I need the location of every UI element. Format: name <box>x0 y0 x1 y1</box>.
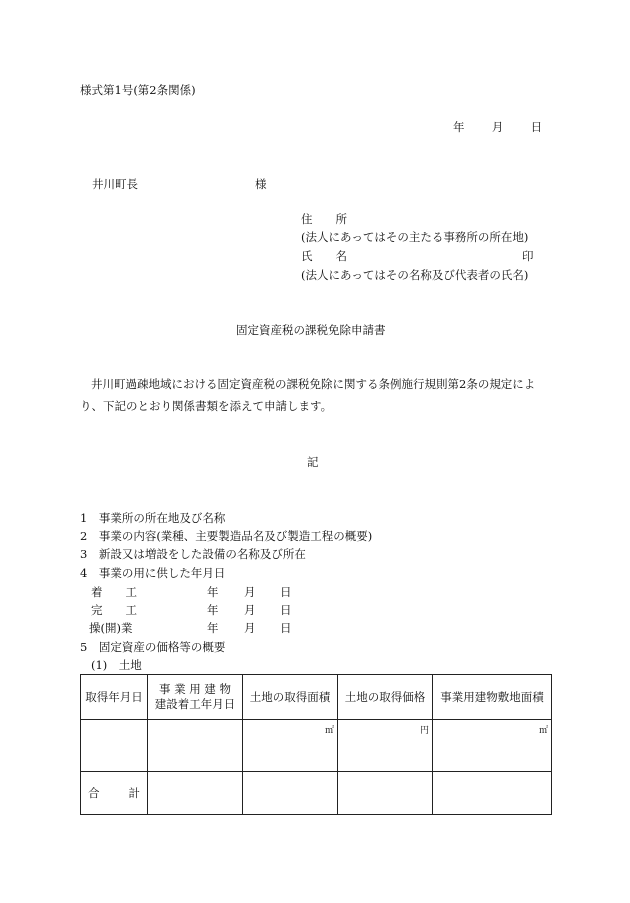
schedule-day: 日 <box>280 621 292 635</box>
subitem-land: (1) 土地 <box>91 658 142 672</box>
land-table <box>80 674 552 815</box>
table-cell[interactable] <box>148 772 243 815</box>
schedule-year: 年 <box>207 603 219 617</box>
table-header: 事業用建物敷地面積 <box>433 675 552 720</box>
address-label: 住 所 <box>301 212 347 226</box>
addressee-name: 井川町長 <box>92 177 138 191</box>
name-label: 氏 名 <box>301 249 347 263</box>
ki-heading: 記 <box>307 455 319 469</box>
body-paragraph: 井川町過疎地域における固定資産税の課税免除に関する条例施行規則第2条の規定により、下記のとおり関係書類を添えて申請します。 <box>80 377 536 413</box>
table-header: 事 業 用 建 物 建設着工年月日 <box>148 675 243 720</box>
address-note: (法人にあってはその主たる事務所の所在地) <box>301 230 529 244</box>
date-line <box>453 120 542 134</box>
table-cell[interactable] <box>148 720 243 772</box>
date-month: 月 <box>491 120 504 134</box>
table-cell[interactable] <box>338 772 433 815</box>
table-cell-area[interactable]: ㎡ <box>243 720 338 772</box>
table-header-row <box>81 675 552 720</box>
schedule-day: 日 <box>280 603 292 617</box>
schedule-label: 操(開)業 <box>89 621 133 635</box>
addressee-honorific: 様 <box>255 177 267 191</box>
item-5: 5 固定資産の価格等の概要 <box>80 640 226 654</box>
table-header: 取得年月日 <box>81 675 148 720</box>
schedule-label: 着 工 <box>91 585 137 599</box>
table-cell-price[interactable]: 円 <box>338 720 433 772</box>
item-3: 3 新設又は増設をした設備の名称及び所在 <box>80 547 306 561</box>
form-number: 様式第1号(第2条関係) <box>80 83 196 97</box>
schedule-day: 日 <box>280 585 292 599</box>
item-4: 4 事業の用に供した年月日 <box>80 566 226 580</box>
date-year: 年 <box>453 120 465 134</box>
total-label-b: 計 <box>128 786 140 800</box>
total-label-a: 合 <box>88 786 100 800</box>
schedule-month: 月 <box>244 603 256 617</box>
total-label <box>81 772 148 815</box>
schedule-month: 月 <box>244 585 256 599</box>
table-header: 土地の取得面積 <box>243 675 338 720</box>
table-total-row <box>81 772 552 815</box>
date-day: 日 <box>530 120 543 134</box>
schedule-label: 完 工 <box>91 603 137 617</box>
name-note: (法人にあってはその名称及び代表者の氏名) <box>301 268 529 282</box>
table-cell[interactable] <box>81 720 148 772</box>
schedule-year: 年 <box>207 585 219 599</box>
seal-mark: 印 <box>522 249 534 263</box>
table-cell[interactable] <box>433 772 552 815</box>
table-row <box>81 720 552 772</box>
item-2: 2 事業の内容(業種、主要製造品名及び製造工程の概要) <box>80 529 373 543</box>
document-title: 固定資産税の課税免除申請書 <box>236 323 386 337</box>
table-header: 土地の取得価格 <box>338 675 433 720</box>
table-cell[interactable] <box>243 772 338 815</box>
schedule-year: 年 <box>207 621 219 635</box>
table-cell-site-area[interactable]: ㎡ <box>433 720 552 772</box>
schedule-month: 月 <box>244 621 256 635</box>
item-1: 1 事業所の所在地及び名称 <box>80 511 226 525</box>
